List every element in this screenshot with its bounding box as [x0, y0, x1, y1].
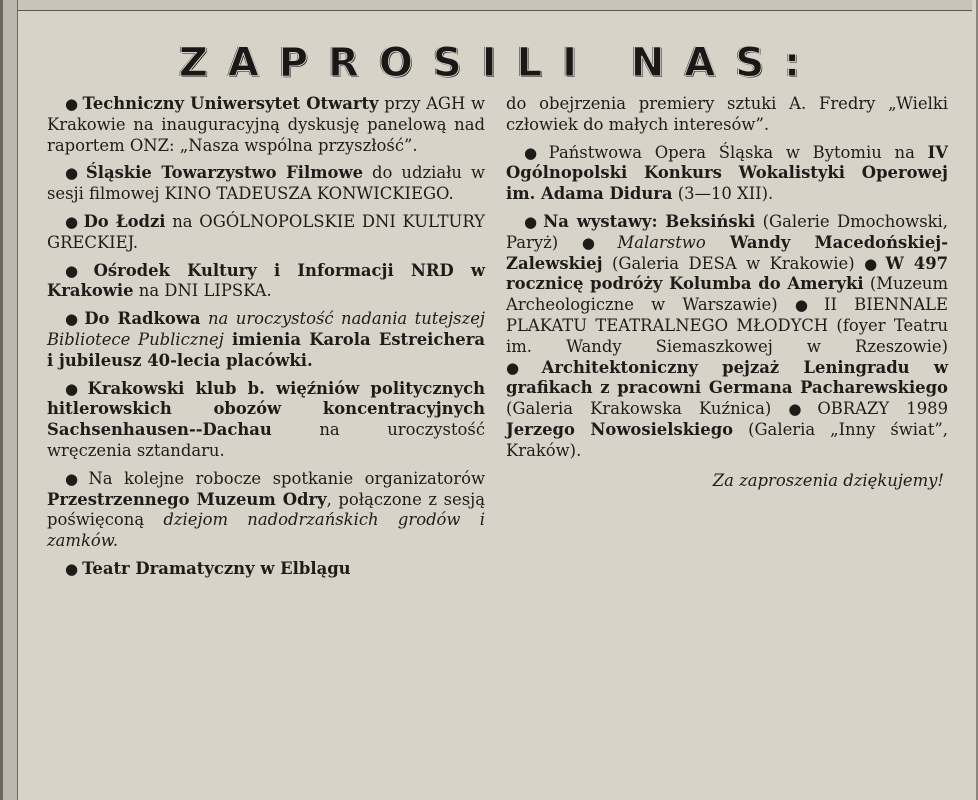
bullet-icon: ● [864, 254, 882, 273]
exhibition-macedonska: Wandy Macedońskiej-Zalewskiej [506, 232, 948, 273]
item-italic: na uroczystość nadania tutejszej Bibliotece Publicznej [47, 309, 486, 349]
item-title: Do Łodzi [83, 211, 166, 231]
item-title: Techniczny Uniwersytet Otwarty [82, 94, 379, 113]
item-towarzystwo-filmowe [47, 163, 485, 205]
item-text: do udziału w sesji filmowej KINO TADEUSZA KONWICKIEGO. [47, 163, 485, 204]
item-text: przy AGH w Krakowie na inauguracyjną dyskusję panelową nad raportem ONZ: „Nasza wspólna przyszłość”. [47, 94, 485, 155]
bullet-icon: ● [65, 164, 82, 183]
left-page-edge [3, 0, 18, 800]
bullet-icon: ● [788, 400, 814, 419]
exhibition-venue: (Galeria Krakowska Kuźnica) [506, 399, 789, 419]
item-text-continued: (3—10 XII). [672, 184, 774, 204]
right-column [506, 94, 948, 508]
exhibition-malarstwo: Malarstwo [617, 232, 706, 252]
item-title: Śląskie Towarzystwo Filmowe [85, 163, 364, 183]
item-title: Do Radkowa [84, 309, 201, 329]
left-column [47, 94, 485, 587]
exhibition-leningrad: Architektoniczny pejzaż Leningradu w grafikach z pracowni Germana Pacharewskiego [506, 357, 948, 398]
bullet-icon: ● [506, 358, 538, 377]
item-radkow [47, 309, 485, 371]
bullet-icon: ● [65, 469, 85, 488]
bullet-icon: ● [65, 379, 84, 398]
item-italic: dziejom nadodrzańskich grodów i zamków. [47, 510, 485, 551]
item-wystawy [506, 212, 948, 462]
item-muzeum-odry [47, 469, 485, 552]
bullet-icon: ● [794, 296, 820, 315]
bullet-icon: ● [65, 95, 79, 113]
item-text: na OGÓLNOPOLSKIE DNI KULTURY GRECKIEJ. [47, 211, 485, 252]
exhibitions-lead: Na wystawy: [543, 211, 666, 231]
item-lodz [47, 212, 485, 254]
item-text: na DNI LIPSKA. [133, 281, 272, 301]
bullet-icon: ● [65, 310, 81, 329]
exhibition-obrazy: OBRAZY 1989 [817, 399, 949, 419]
exhibition-venue: (Galeria DESA w Krakowie) [602, 253, 865, 273]
bullet-icon: ● [65, 559, 79, 578]
item-teatr-continued: do obejrzenia premiery sztuki A. Fredry „Wielki człowiek do małych interesów”. [506, 94, 948, 134]
exhibition-venue: (Galerie Dmochowski, Paryż) [506, 211, 948, 252]
item-text: Państwowa Opera Śląska w Bytomiu na [548, 142, 928, 162]
exhibition-nowosielski: Jerzego Nowosielskiego [506, 419, 734, 439]
exhibition-kolumb: W 497 rocznicę podróży Kolumba do Ameryki [506, 253, 949, 294]
exhibition-venue: (foyer Teatru im. Wandy Siemaszkowej w Rzeszowie) [506, 315, 948, 356]
headline: ZAPROSILI NAS: [178, 40, 821, 86]
item-teatr-elblag [47, 559, 485, 580]
bullet-icon: ● [65, 261, 90, 280]
item-title: IV Ogólnopolski Konkurs Wokalistyki Operowej im. Adama Didura [506, 142, 948, 204]
bullet-icon: ● [524, 143, 545, 162]
item-title: Przestrzennego Muzeum Odry [47, 489, 327, 509]
bullet-icon: ● [524, 212, 540, 231]
item-title: Teatr Dramatyczny [82, 558, 255, 578]
item-text-continued: , połączone z sesją poświęconą [47, 489, 485, 530]
item-osrodek-nrd [47, 261, 485, 303]
bullet-icon: ● [65, 212, 80, 231]
top-page-edge [17, 0, 972, 11]
thanks-line: Za zaproszenia dziękujemy! [712, 470, 944, 490]
exhibition-venue: (Galeria „Inny świat”, Kraków). [506, 419, 948, 460]
item-klub-wiezniow [47, 379, 485, 462]
item-text: Na kolejne robocze spotkanie organizatorów [88, 468, 485, 488]
item-title-continued: imienia Karola Estreichera i jubileusz 40-lecia placówki. [47, 329, 485, 370]
bullet-icon: ● [581, 233, 614, 252]
item-text: w Elblągu [254, 558, 351, 578]
item-uniwersytet [47, 94, 485, 156]
item-title: Krakowski klub b. więźniów politycznych hitlerowskich obozów koncentracyjnych Sachsenhausen--Dachau [47, 378, 485, 440]
exhibition-venue: (Muzeum Archeologiczne w Warszawie) [506, 274, 948, 315]
exhibition-biennale: II BIENNALE PLAKATU TEATRALNEGO MŁODYCH [506, 295, 949, 335]
item-opera-slaska [506, 143, 948, 205]
item-title: Ośrodek Kultury i Informacji NRD w Krakowie [47, 260, 485, 301]
exhibition-beksinski: Beksiński [665, 211, 756, 231]
item-text: na uroczystość wręczenia sztandaru. [47, 420, 485, 460]
